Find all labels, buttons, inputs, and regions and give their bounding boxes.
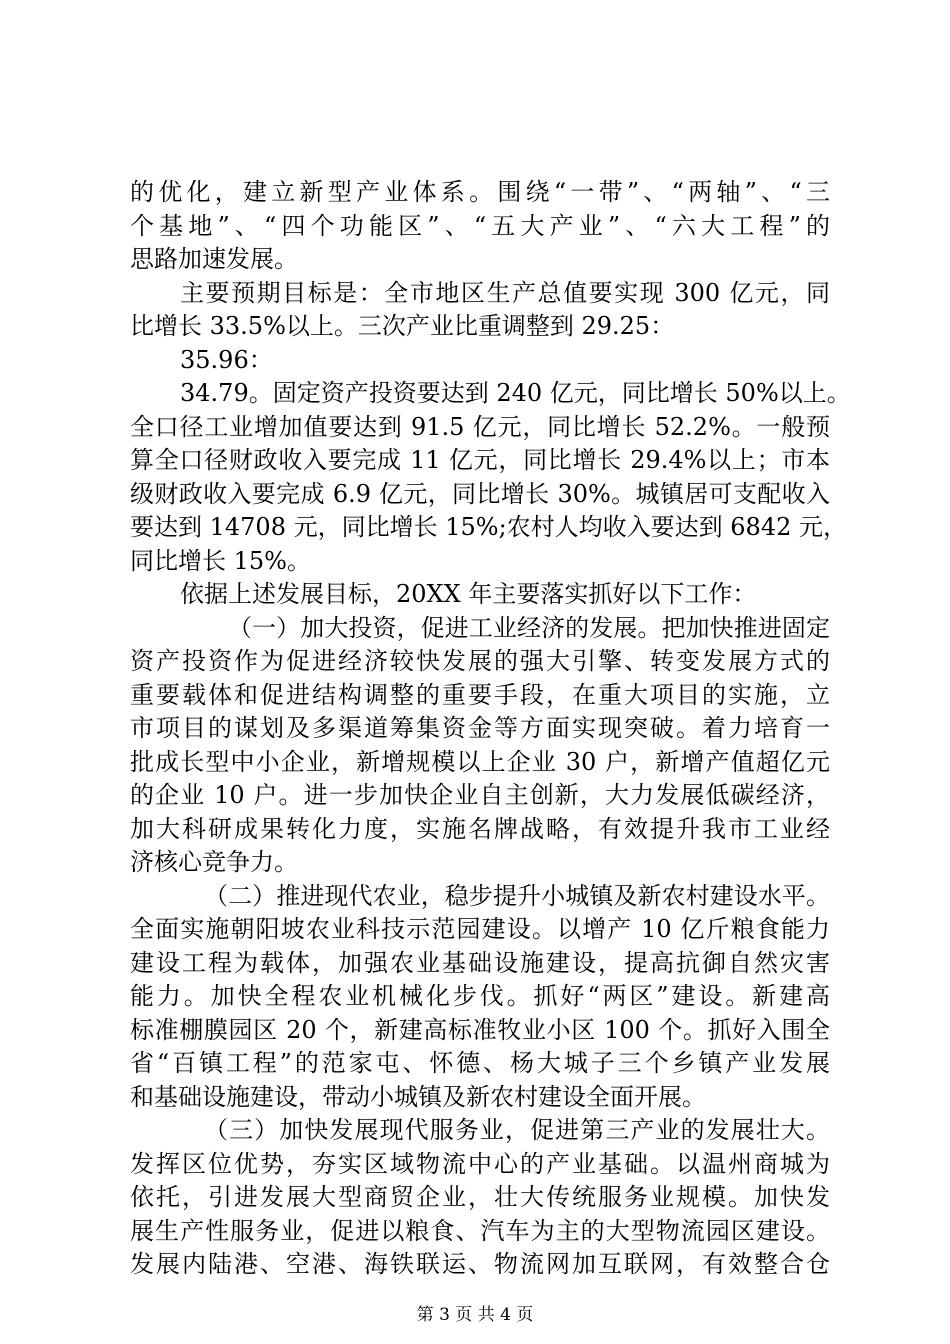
text-line: 依托，引进发展大型商贸企业，壮大传统服务业规模。加快发 [130, 1183, 830, 1211]
text-line: 全面实施朝阳坡农业科技示范园建设。以增产 10 亿斤粮食能力 [130, 915, 830, 943]
text-line: （一）加大投资，促进工业经济的发展。把加快推进固定 [228, 613, 830, 642]
text-line: 和基础设施建设，带动小城镇及新农村建设全面开展。 [130, 1082, 706, 1111]
text-line: 能力。加快全程农业机械化步伐。抓好“两区”建设。新建高 [130, 982, 830, 1010]
text-line: 济核心竞争力。 [130, 848, 298, 876]
text-line: 省“百镇工程”的范家屯、怀德、杨大城子三个乡镇产业发展 [130, 1049, 830, 1077]
text-line: 思路加速发展。 [130, 245, 298, 273]
text-line: 市项目的谋划及多渠道筹集资金等方面实现突破。着力培育一 [130, 714, 830, 742]
text-line: 个基地”、“四个功能区”、“五大产业”、“六大工程”的 [130, 211, 830, 240]
text-line: 35.96： [180, 345, 273, 374]
text-line: 算全口径财政收入要完成 11 亿元，同比增长 29.4%以上；市本 [130, 446, 830, 474]
text-line: 要达到 14708 元，同比增长 15%;农村人均收入要达到 6842 元， [130, 513, 847, 541]
text-line: 的优化，建立新型产业体系。围绕“一带”、“两轴”、“三 [130, 178, 830, 206]
document-body [130, 176, 851, 1282]
text-line: 加大科研成果转化力度，实施名牌战略，有效提升我市工业经 [130, 814, 830, 843]
text-line: 全口径工业增加值要达到 91.5 亿元，同比增长 52.2%。一般预 [130, 412, 830, 441]
text-line: 资产投资作为促进经济较快发展的强大引擎、转变发展方式的 [130, 647, 830, 675]
text-line: （三）加快发展现代服务业，促进第三产业的发展壮大。 [204, 1116, 830, 1144]
text-line: 建设工程为载体，加强农业基础设施建设，提高抗御自然灾害 [130, 948, 830, 977]
text-line: 比增长 33.5%以上。三次产业比重调整到 29.25： [130, 312, 675, 340]
text-line: 发挥区位优势，夯实区域物流中心的产业基础。以温州商城为 [130, 1149, 830, 1178]
text-line: 34.79。固定资产投资要达到 240 亿元，同比增长 50%以上。 [180, 379, 851, 407]
text-line: 级财政收入要完成 6.9 亿元，同比增长 30%。城镇居可支配收入 [130, 479, 830, 508]
text-line: 批成长型中小企业，新增规模以上企业 30 户，新增产值超亿元 [130, 747, 830, 776]
text-line: 展生产性服务业，促进以粮食、汽车为主的大型物流园区建设。 [130, 1216, 830, 1245]
text-line: 的企业 10 户。进一步加快企业自主创新，大力发展低碳经济， [130, 781, 830, 809]
text-line: 发展内陆港、空港、海铁联运、物流网加互联网，有效整合仓 [130, 1250, 830, 1278]
text-line: 依据上述发展目标，20XX 年主要落实抓好以下工作： [180, 580, 757, 608]
text-line: 主要预期目标是：全市地区生产总值要实现 300 亿元，同 [180, 278, 830, 307]
text-line: 同比增长 15%。 [130, 546, 311, 575]
text-line: （二）推进现代农业，稳步提升小城镇及新农村建设水平。 [204, 881, 830, 910]
text-line: 标准棚膜园区 20 个，新建高标准牧业小区 100 个。抓好入围全 [130, 1015, 830, 1044]
text-line: 重要载体和促进结构调整的重要手段，在重大项目的实施，立 [130, 680, 830, 709]
page-footer: 第 3 页 共 4 页 [416, 1305, 534, 1325]
